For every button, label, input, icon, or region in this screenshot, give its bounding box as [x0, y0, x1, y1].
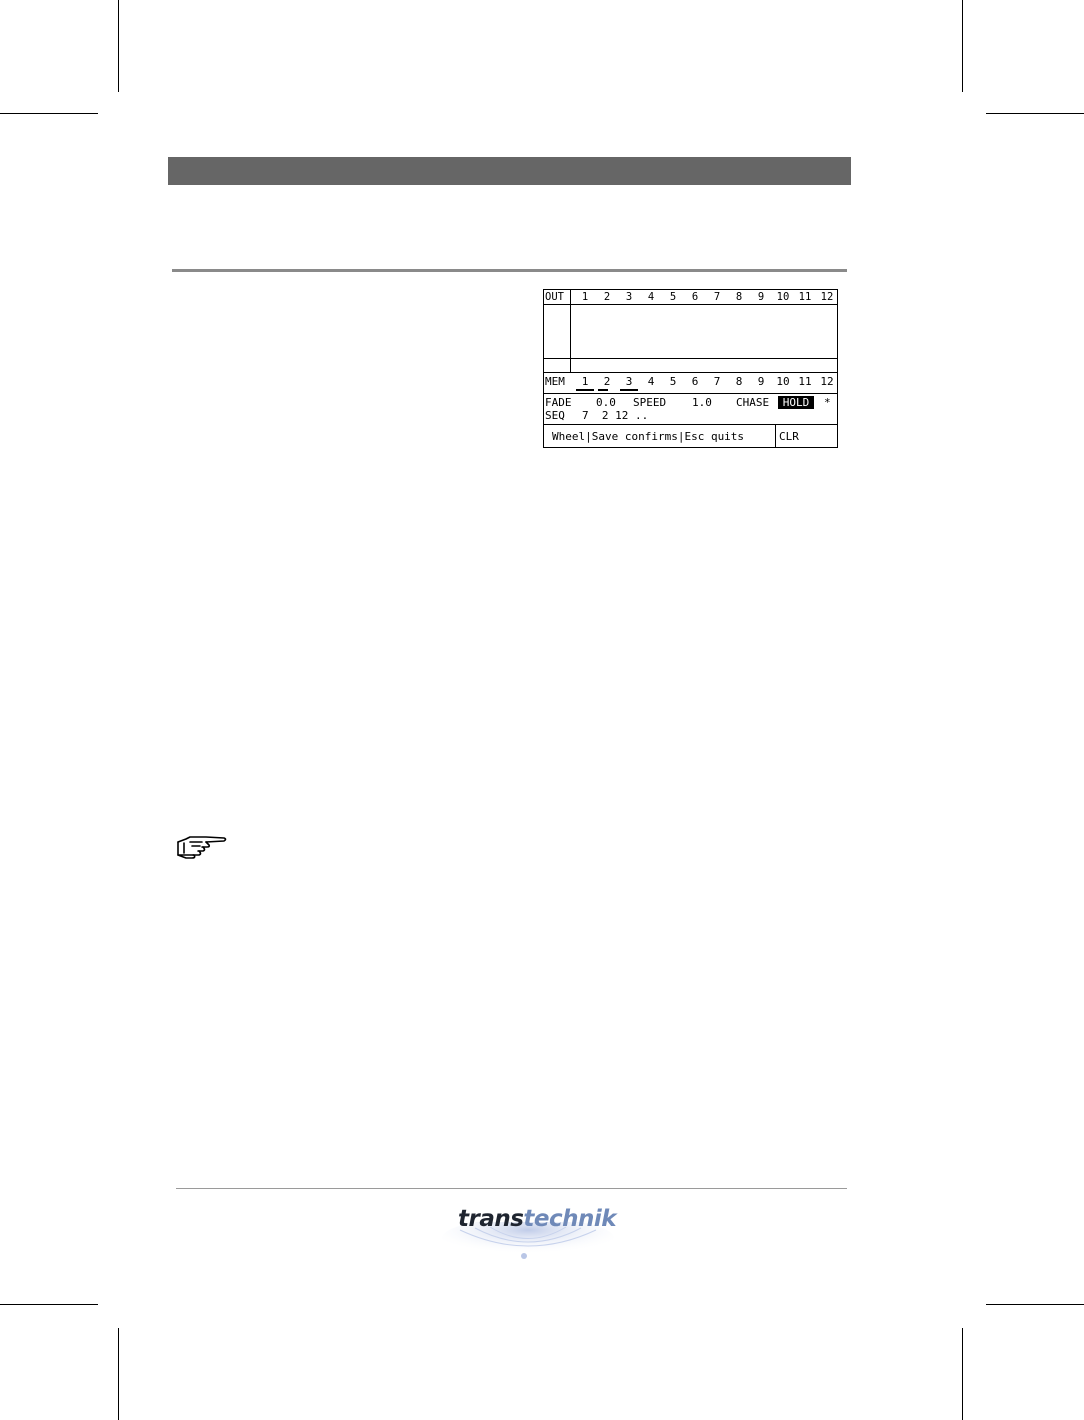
channel-number: 6	[691, 291, 699, 303]
crop-mark	[0, 113, 98, 114]
output-header-row	[544, 290, 837, 305]
memory-slot-underline	[598, 389, 608, 391]
crop-mark	[118, 0, 119, 92]
fade-value: 0.0	[596, 396, 616, 409]
pointing-hand-icon	[176, 834, 228, 860]
output-bottom-line	[544, 358, 837, 359]
crop-mark	[118, 1328, 119, 1420]
speed-value: 1.0	[692, 396, 712, 409]
softkey-divider	[775, 425, 776, 447]
channel-number: 1	[581, 291, 589, 303]
chase-label: CHASE	[736, 396, 770, 409]
status-top-line	[544, 424, 837, 425]
crop-mark	[986, 1304, 1084, 1305]
logo-wordmark	[458, 1206, 616, 1232]
channel-number: 5	[669, 291, 677, 303]
crop-mark	[986, 113, 1084, 114]
memory-slot: 4	[647, 375, 655, 388]
crop-mark	[0, 1304, 98, 1305]
seq-value: 7 2 12 ..	[582, 409, 649, 422]
memory-slot: 12	[820, 375, 834, 388]
section-divider	[172, 269, 847, 272]
footer-divider	[176, 1188, 847, 1189]
crop-mark	[962, 1328, 963, 1420]
lcd-display	[543, 289, 838, 448]
speed-label: SPEED	[633, 396, 667, 409]
channel-number: 4	[647, 291, 655, 303]
out-label: OUT	[545, 290, 571, 304]
logo-trans: trans	[458, 1206, 524, 1232]
memory-slot-underline	[576, 389, 594, 391]
memory-slot: 10	[776, 375, 790, 388]
fade-label: FADE	[545, 396, 572, 409]
chase-value-highlight: HOLD	[778, 396, 814, 409]
channel-number: 11	[798, 291, 812, 303]
mem-label: MEM	[545, 375, 565, 388]
memory-slot: 5	[669, 375, 677, 388]
memory-slot: 7	[713, 375, 721, 388]
channel-number: 12	[820, 291, 834, 303]
chase-marker: *	[824, 396, 831, 409]
status-text: Wheel|Save confirms|Esc quits	[552, 430, 745, 443]
memory-slot: 8	[735, 375, 743, 388]
crop-mark	[962, 0, 963, 92]
memory-slot: 1	[581, 375, 589, 388]
channel-number: 2	[603, 291, 611, 303]
mem-bottom-line	[544, 393, 837, 394]
channel-number: 9	[757, 291, 765, 303]
memory-slot-underline	[620, 389, 638, 391]
mem-top-line	[544, 372, 837, 373]
memory-slot: 6	[691, 375, 699, 388]
channel-number: 7	[713, 291, 721, 303]
memory-slot: 2	[603, 375, 611, 388]
logo-technik: technik	[523, 1206, 617, 1232]
seq-label: SEQ	[545, 409, 565, 422]
output-divider	[570, 304, 571, 372]
softkey-clr: CLR	[779, 430, 799, 443]
chapter-header-bar	[168, 157, 851, 185]
transtechnik-logo	[440, 1198, 616, 1262]
memory-slot: 3	[625, 375, 633, 388]
memory-slot: 9	[757, 375, 765, 388]
channel-number: 3	[625, 291, 633, 303]
channel-number: 10	[776, 291, 790, 303]
channel-number: 8	[735, 291, 743, 303]
memory-slot: 11	[798, 375, 812, 388]
